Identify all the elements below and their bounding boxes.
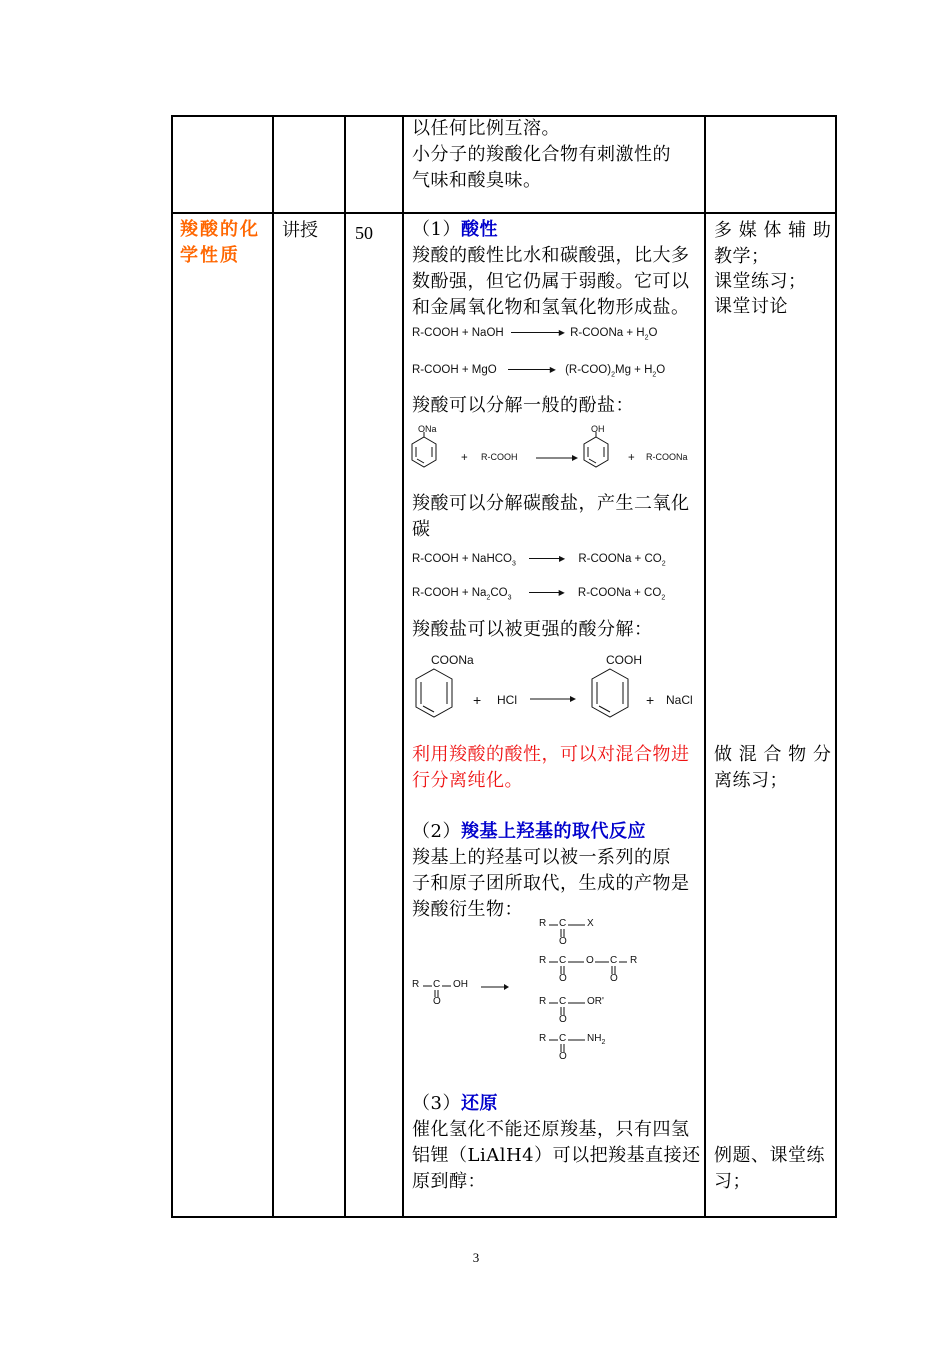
acidity-intro-2: 数酚强，但它仍属于弱酸。它可以 [412,271,690,292]
p4-r: R [539,1033,547,1044]
p4-c: C [559,1033,567,1044]
p1-r: R [539,918,547,929]
note-separation-1: 做 混 合 物 分 [714,744,832,765]
eq1-tail: O [648,327,658,339]
p2-o2: O [610,973,618,984]
eq2-right-b: Mg + H [614,364,653,376]
phenol-reagent: R-COOH [481,452,518,462]
scheme-start-r: R [412,979,420,990]
carbonate-text-2: 碳 [412,519,431,540]
substitution-text-2: 子和原子团所取代，生成的产物是 [412,873,690,894]
p2-c2: C [610,955,618,966]
note-examples-1: 例题、课堂练 [714,1145,825,1166]
reduction-text-3: 原到醇： [412,1171,486,1192]
scheme-start-oh: OH [453,979,468,990]
p4-o: O [559,1051,567,1062]
phenol-product: R-COONa [646,452,688,462]
benzoic-acid-sub: COOH [606,653,642,667]
substitution-text-3: 羧酸衍生物： [412,899,523,920]
phenoxide-sub: ONa [418,424,437,434]
reduction-heading [412,1091,498,1117]
note-media-2: 教学； [714,246,770,267]
eq2-arrow: ▶ [508,369,554,370]
row1-line-3: 气味和酸臭味。 [412,170,542,191]
p4-x-main: NH [587,1033,602,1044]
scheme-arrow-head [504,984,509,990]
eq3-left: R-COOH + NaHCO [412,553,512,565]
row1-line-2: 小分子的羧酸化合物有刺激性的 [412,144,671,165]
salt-text: 羧酸盐可以被更强的酸分解： [412,619,653,640]
acidity-heading-text: 酸性 [460,219,498,240]
page-number: 3 [472,1250,480,1265]
reduction-text-2: 铝锂（LiAlH4）可以把羧基直接还 [412,1145,701,1166]
eq4-arrow: ▶ [529,592,563,593]
topic-line-1: 羧酸的化 [180,219,260,240]
phenol-oh-sub: OH [591,424,605,434]
p2-r2: R [630,955,638,966]
note-media-4: 课堂讨论 [714,296,788,317]
p4-x [587,1033,605,1046]
phenol-text: 羧酸可以分解一般的酚盐： [412,395,634,416]
row1-line-1: 以任何比例互溶。 [412,118,560,139]
reduction-heading-text: 还原 [460,1093,498,1114]
eq1-arrow: ▶ [511,332,563,333]
p4-x-sub: 2 [601,1039,606,1046]
p3-r: R [539,996,547,1007]
substitution-text-1: 羧基上的羟基可以被一系列的原 [412,847,671,868]
p3-x: OR' [587,996,604,1007]
salt-plus-2: + [646,692,655,708]
topic-line-2: 学性质 [180,245,240,266]
eq2-right-a: (R-COO) [565,364,612,376]
salt-reagent: HCl [497,693,517,707]
scheme-start-o: O [433,996,441,1007]
benzoate-sub: COONa [431,653,474,667]
eq2-left: R-COOH + MgO [412,364,497,376]
p3-o: O [559,1014,567,1025]
eq1-sub: 2 [644,334,649,342]
note-examples-2: 习； [714,1171,751,1192]
carbonate-text-1: 羧酸可以分解碳酸盐，产生二氧化 [412,493,690,514]
p2-o-bridge: O [586,955,594,966]
eq4-left-a: R-COOH + Na [412,587,487,599]
eq3-right: R-COONa + CO [578,553,662,565]
eq4-right: R-COONa + CO [577,587,662,599]
acidity-intro-3: 和金属氧化物和氢氧化物形成盐。 [412,297,690,318]
separation-note-1: 利用羧酸的酸性，可以对混合物进 [412,744,690,765]
acidity-heading-num: （1） [412,219,461,240]
substitution-heading-text: 羧基上羟基的取代反应 [460,821,646,842]
salt-product: NaCl [666,693,693,707]
phenol-plus-1: + [461,452,468,464]
p1-x: X [587,918,594,929]
eq2-sub-b: 2 [652,371,657,379]
teaching-method: 讲授 [282,220,318,241]
eq1-right: R-COONa + H [570,327,645,339]
eq3-left-sub: 3 [512,560,516,568]
eq3-arrow: ▶ [529,558,563,559]
eq2-sub-a: 2 [611,371,615,379]
eq3-right-sub: 2 [661,560,666,568]
p3-c: C [559,996,567,1007]
p2-r1: R [539,955,547,966]
eq4-left-sub1: 2 [486,594,491,602]
note-media-1: 多 媒 体 辅 助 [714,220,832,241]
note-media-3: 课堂练习； [714,271,807,292]
salt-plus-1: + [473,692,482,708]
phenol-plus-2: + [628,452,635,464]
p1-c: C [559,918,567,929]
p1-o: O [559,936,567,947]
p2-c1: C [559,955,567,966]
acidity-intro-1: 羧酸的酸性比水和碳酸强，比大多 [412,245,690,266]
note-separation-2: 离练习； [714,770,788,791]
substitution-heading-num: （2） [412,821,461,842]
minutes: 50 [355,223,373,243]
eq4-right-sub: 2 [661,594,666,602]
eq1-left: R-COOH + NaOH [412,327,504,339]
reduction-heading-num: （3） [412,1093,461,1114]
eq2-tail: O [656,364,666,376]
scheme-start-c: C [433,979,441,990]
reduction-text-1: 催化氢化不能还原羧基，只有四氢 [412,1119,690,1140]
separation-note-2: 行分离纯化。 [412,770,523,791]
eq4-left-b: CO [490,587,508,599]
eq4-left-sub2: 3 [507,594,512,602]
p2-o1: O [559,973,567,984]
